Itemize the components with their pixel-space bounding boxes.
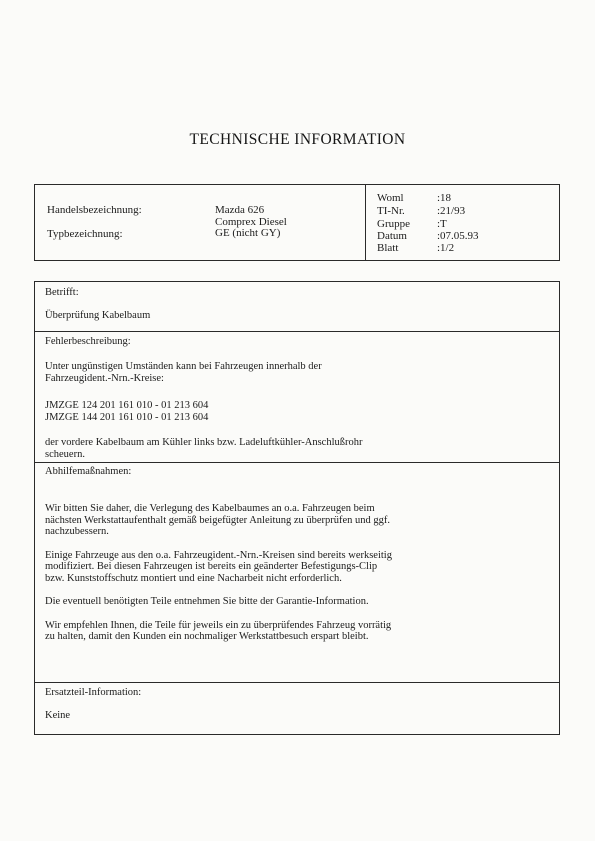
section-divider — [35, 331, 559, 332]
betrifft-value: Überprüfung Kabelbaum — [45, 310, 151, 321]
fehler-outro-line-2: scheuern. — [45, 448, 85, 460]
meta-label-woml: Woml — [377, 192, 404, 204]
abhilfe-p2-line-1: Einige Fahrzeuge aus den o.a. Fahrzeugident.-Nrn.-Kreisen sind bereits werkseitig — [45, 549, 392, 561]
meta-label-blatt: Blatt — [377, 242, 399, 254]
abhilfe-p2-line-2: modifiziert. Bei diesen Fahrzeugen ist bereits ein geänderter Befestigungs-Clip — [45, 561, 378, 572]
fehler-outro-line-1: der vordere Kabelbaum am Kühler links bzw. Ladeluftkühler-Anschlußrohr — [45, 437, 363, 448]
meta-value-datum: :07.05.93 — [437, 230, 479, 242]
abhilfe-p1-line-1: Wir bitten Sie daher, die Verlegung des Kabelbaumes an o.a. Fahrzeugen beim — [45, 503, 375, 514]
ersatzteil-label: Ersatzteil-Information: — [45, 687, 142, 698]
abhilfe-p1-line-3: nachzubessern. — [45, 526, 109, 537]
section-divider — [35, 462, 559, 463]
main-box — [34, 281, 560, 735]
fehler-range-1: JMZGE 124 201 161 010 - 01 213 604 — [45, 400, 209, 411]
fehler-intro-line-1: Unter ungünstigen Umständen kann bei Fahrzeugen innerhalb der — [45, 361, 322, 372]
fehlerbeschreibung-text — [45, 361, 550, 460]
meta-value-blatt: :1/2 — [437, 242, 455, 254]
betrifft-label: Betrifft: — [45, 287, 79, 298]
meta-value-ti-nr: :21/93 — [437, 205, 466, 217]
abhilfe-p4-line-2: zu halten, damit den Kunden ein nochmaliger Werkstattbesuch erspart bleibt. — [45, 631, 369, 642]
fehler-range-2: JMZGE 144 201 161 010 - 01 213 604 — [45, 411, 209, 423]
ersatzteil-value: Keine — [45, 710, 71, 721]
abhilfe-p4-line-1: Wir empfehlen Ihnen, die Teile für jeweils ein zu überprüfendes Fahrzeug vorrätig — [45, 619, 392, 631]
meta-label-ti-nr: TI-Nr. — [377, 205, 405, 217]
abhilfe-p1-line-2: nächsten Werkstattaufenthalt gemäß beigefügter Anleitung zu überprüfen und ggf. — [45, 514, 391, 526]
document-title: TECHNISCHE INFORMATION — [189, 131, 406, 148]
abhilfe-p3-line-1: Die eventuell benötigten Teile entnehmen Sie bitte der Garantie-Information. — [45, 596, 369, 607]
handelsbezeichnung-value-2: Comprex Diesel — [215, 216, 287, 228]
abhilfe-p2-line-3: bzw. Kunststoffschutz montiert und eine Nacharbeit nicht erforderlich. — [45, 572, 342, 584]
handelsbezeichnung-value-1: Mazda 626 — [215, 204, 265, 216]
fehler-intro-line-2: Fahrzeugident.-Nrn.-Kreise: — [45, 372, 164, 384]
meta-label-datum: Datum — [377, 230, 407, 242]
handelsbezeichnung-label: Handelsbezeichnung: — [47, 204, 142, 216]
abhilfe-text — [45, 503, 550, 643]
typbezeichnung-value: GE (nicht GY) — [215, 227, 281, 239]
fehlerbeschreibung-label: Fehlerbeschreibung: — [45, 336, 131, 347]
meta-value-woml: :18 — [437, 192, 452, 204]
header-divider — [365, 185, 366, 260]
abhilfe-label: Abhilfemaßnahmen: — [45, 466, 132, 477]
meta-label-gruppe: Gruppe — [377, 218, 410, 230]
header-box — [34, 184, 560, 261]
meta-value-gruppe: :T — [437, 218, 447, 230]
section-divider — [35, 682, 559, 683]
typbezeichnung-label: Typbezeichnung: — [47, 228, 123, 240]
